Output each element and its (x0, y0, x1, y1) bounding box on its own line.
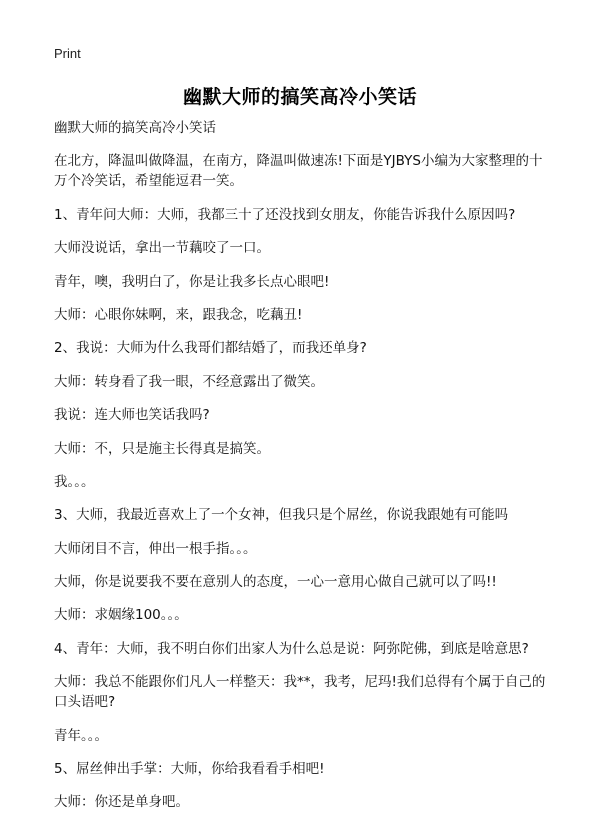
paragraph: 大师闭目不言，伸出一根手指。。。 (54, 540, 257, 557)
paragraph: 5、屌丝伸出手掌：大师，你给我看看手相吧! (54, 761, 325, 778)
paragraph: 2、我说：大师为什么我哥们都结婚了，而我还单身? (54, 340, 367, 357)
paragraph: 大师：你还是单身吧。 (54, 794, 189, 811)
paragraph: 青年。。。 (54, 727, 108, 744)
paragraph: 1、青年问大师：大师，我都三十了还没找到女朋友，你能告诉我什么原因吗? (54, 206, 516, 223)
paragraph: 大师没说话，拿出一节藕咬了一口。 (54, 240, 270, 257)
paragraph: 我。。。 (54, 473, 95, 490)
paragraph: 大师：心眼你妹啊，来，跟我念，吃藕丑! (54, 306, 303, 323)
paragraph: 大师：转身看了我一眼，不经意露出了微笑。 (54, 373, 324, 390)
paragraph: 3、大师，我最近喜欢上了一个女神，但我只是个屌丝，你说我跟她有可能吗 (54, 507, 509, 524)
document-body (54, 118, 554, 826)
paragraph: 大师：求姻缘100。。。 (54, 607, 188, 624)
paragraph: 青年，噢，我明白了，你是让我多长点心眼吧! (54, 273, 330, 290)
paragraph: 4、青年：大师，我不明白你们出家人为什么总是说：阿弥陀佛，到底是啥意思? (54, 640, 529, 657)
paragraph-subtitle: 幽默大师的搞笑高冷小笑话 (54, 120, 216, 136)
paragraph-intro: 在北方，降温叫做降温，在南方，降温叫做速冻!下面是YJBYS小编为大家整理的十万个冷笑话，希望能逗君一笑。 (54, 153, 543, 190)
paragraph: 大师：不，只是施主长得真是搞笑。 (54, 440, 270, 457)
paragraph: 大师，你是说要我不要在意别人的态度，一心一意用心做自己就可以了吗!! (54, 574, 497, 591)
paragraph: 我说：连大师也笑话我吗? (54, 407, 210, 424)
document-title: 幽默大师的搞笑高冷小笑话 (182, 86, 417, 108)
print-label: Print (54, 46, 81, 61)
paragraph: 大师：我总不能跟你们凡人一样整天：我**，我考，尼玛!我们总得有个属于自己的口头语吧? (54, 674, 546, 711)
